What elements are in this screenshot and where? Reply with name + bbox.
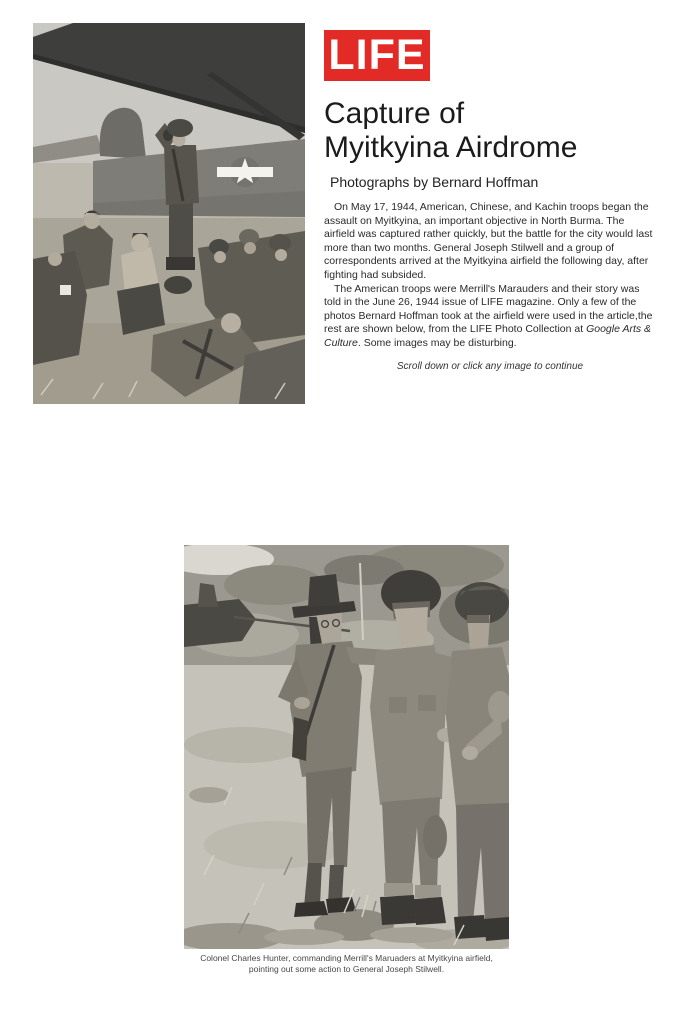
intro-column <box>324 30 656 372</box>
photo-caption-line2: pointing out some action to General Joseph Stilwell. <box>248 964 445 974</box>
page-title <box>324 97 656 165</box>
photo-hunter-pointing-stilwell-art <box>184 545 509 949</box>
intro-paragraph-2-italic: Google Arts & Culture <box>324 323 652 349</box>
page-title-line2: Myitkyina Airdrome <box>324 131 578 164</box>
life-logo-text: LIFE <box>328 31 426 79</box>
photo-caption <box>134 953 559 975</box>
intro-text <box>324 201 656 351</box>
scroll-instruction: Scroll down or click any image to continue <box>396 360 584 372</box>
intro-paragraph-2 <box>324 283 656 351</box>
life-logo <box>324 30 430 81</box>
photo-caption-line1: Colonel Charles Hunter, commanding Merrill's Maruaders at Myitkyina airfield, <box>200 953 493 963</box>
intro-paragraph-1: On May 17, 1944, American, Chinese, and Kachin troops began the assault on Myitkyina, an important objective in North Burma. The airfield was captured rather quickly, but the battle for the city would last more than two months. General Joseph Stilwell and a group of correspondents arrived at the Myitkyina airfield the following day, after fighting had subsided. <box>324 201 653 281</box>
page-title-line1: Capture of <box>324 97 465 130</box>
photo-soldiers-under-plane-wing[interactable] <box>33 23 305 404</box>
photo-hunter-pointing-stilwell[interactable] <box>184 545 509 949</box>
intro-paragraph-2-part1: The American troops were Merrill's Marauders and their story was told in the June 26, 1944 issue of LIFE magazine. Only a few of the photos Bernard Hoffman took at the airfield were used in the article,the rest are shown below, from the LIFE Photo Collection at <box>324 282 653 336</box>
photo-soldiers-under-plane-wing-art <box>33 23 305 404</box>
byline: Photographs by Bernard Hoffman <box>330 174 539 190</box>
intro-paragraph-2-part2: . Some images may be disturbing. <box>357 336 517 349</box>
